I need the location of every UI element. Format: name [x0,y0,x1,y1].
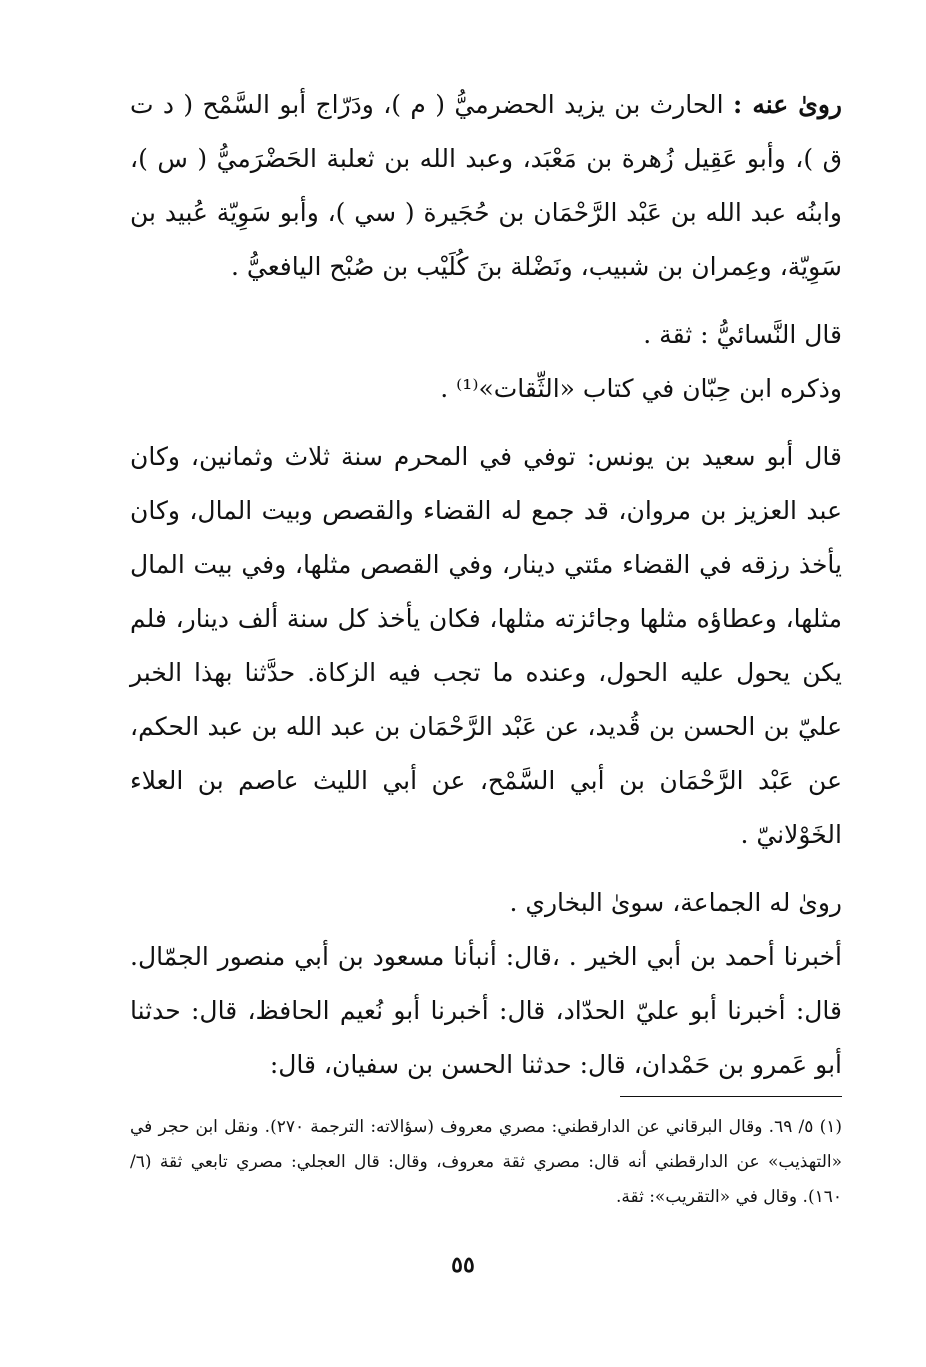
narrators-paragraph [130,78,842,294]
nasai-verdict: قال النَّسائيُّ : ثقة . [643,320,842,349]
isnad-paragraph: أخبرنا أحمد بن أبي الخير . ،قال: أنبأنا مسعود بن أبي منصور الجمّال. قال: أخبرنا أبو عليّ الحدّاد، قال: أخبرنا أبو نُعيم الحافظ، قال: حدثنا أبو عَمرو بن حَمْدان، قال: حدثنا الحسن بن سفيان، قال: [130,942,842,1079]
jamaa-note: روىٰ له الجماعة، سوىٰ البخاري . [509,888,842,917]
footnotes [130,1110,842,1215]
narrators-text: الحارث بن يزيد الحضرميُّ ( م )، ودَرّاج أبو السَّمْح ( د ت ق )، وأبو عَقِيل زُهرة بن مَعْبَد، وعبد الله بن ثعلبة الحَضْرَميُّ ( س )، وابنُه عبد الله بن عَبْد الرَّحْمَان بن حُجَيرة ( سي )، وأبو سَوِيّة عُبيد بن سَوِيّة، وعِمران بن شبيب، ونَضْلة بنَ كُلَيْب بن صُبْح اليافعيُّ . [130,90,842,281]
footnote-divider [620,1096,842,1097]
page-number: ٥٥ [451,1252,475,1278]
main-text [130,78,842,1092]
narrators-lead: روىٰ عنه : [732,90,843,119]
footnote-1: (١) ٥/ ٦٩. وقال البرقاني عن الدارقطني: مصري معروف (سؤالاته: الترجمة ٢٧٠). ونقل ابن حجر في «التهذيب» عن الدارقطني أنه قال: مصري ثقة معروف، وقال: قال العجلي: مصري تابعي ثقة (٦/ ١٦٠). وقال في «التقريب»: ثقة. [130,1117,842,1207]
ibn-hibban-note: وذكره ابن حِبّان في كتاب «الثِّقات»⁽¹⁾ . [440,374,842,403]
ibn-yunus-paragraph: قال أبو سعيد بن يونس: توفي في المحرم سنة ثلاث وثمانين، وكان عبد العزيز بن مروان، قد جمع له القضاء والقصص وبيت المال، وكان يأخذ رزقه في القضاء مئتي دينار، وفي القصص مثلها، وفي بيت المال مثلها، وعطاؤه مثلها وجائزته مثلها، فكان يأخذ كل سنة ألف دينار، فلم يكن يحول عليه الحول، وعنده ما تجب فيه الزكاة. حدَّثنا بهذا الخبر عليّ بن الحسن بن قُديد، عن عَبْد الرَّحْمَان بن عبد الله بن عبد الحكم، عن عَبْد الرَّحْمَان بن أبي السَّمْح، عن أبي الليث عاصم بن العلاء الخَوْلانيّ . [130,442,842,849]
